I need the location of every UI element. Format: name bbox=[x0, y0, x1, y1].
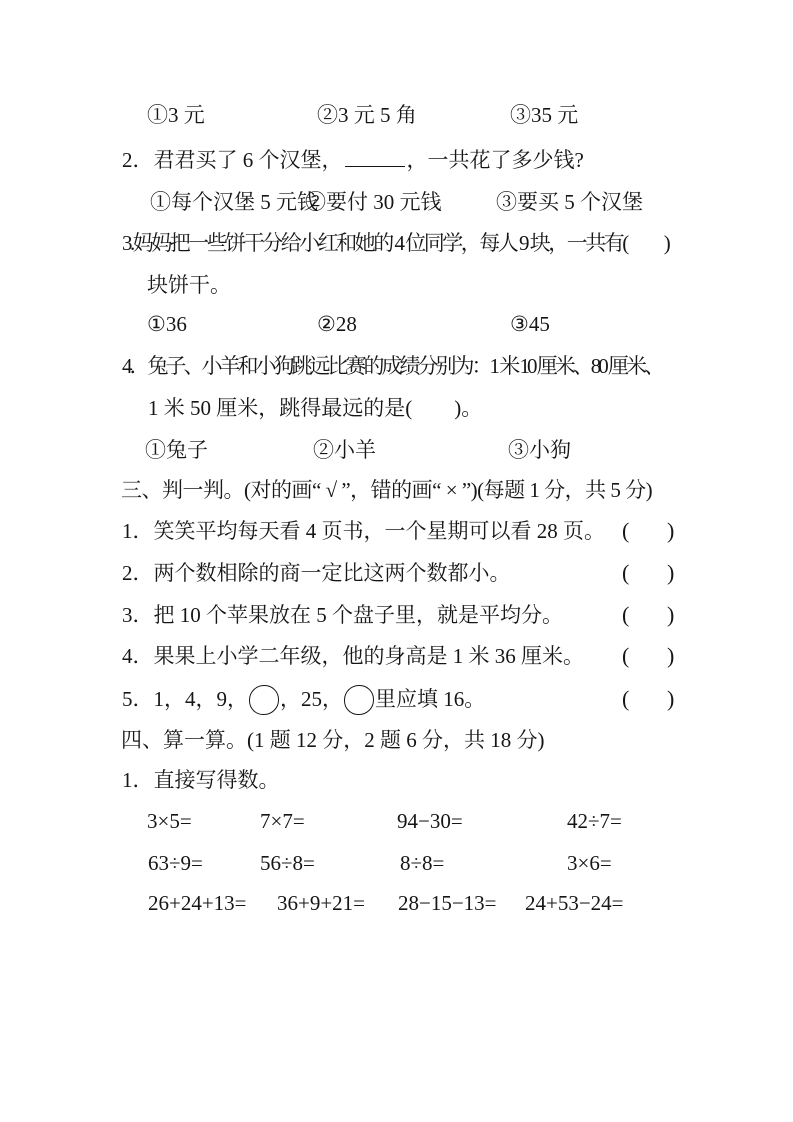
question-2-before-blank: 2．君君买了 6 个汉堡， bbox=[122, 148, 343, 172]
fill-in-blank bbox=[345, 148, 405, 167]
judge-item-5 bbox=[122, 684, 485, 715]
judge-item-4: 4．果果上小学二年级，他的身高是 1 米 36 厘米。 bbox=[122, 644, 584, 668]
q3-option-2: ②28 bbox=[317, 312, 357, 336]
q2-option-2: ②要付 30 元钱 bbox=[305, 190, 442, 214]
q2-option-3: ③要买 5 个汉堡 bbox=[496, 190, 643, 214]
question-2-after-blank: ，一共花了多少钱? bbox=[406, 148, 584, 172]
judge-1-paren-close: ) bbox=[667, 518, 675, 543]
calc-expression: 3×6= bbox=[567, 851, 612, 875]
calc-expression: 7×7= bbox=[260, 809, 305, 833]
question-3-line2: 块饼干。 bbox=[147, 273, 231, 297]
q4-option-2: ②小羊 bbox=[313, 438, 376, 462]
section-3-header: 三、判一判。(对的画“ √ ”，错的画“ × ”)(每题 1 分，共 5 分) bbox=[121, 478, 653, 502]
judge-4-paren-close: ) bbox=[667, 643, 675, 668]
calc-expression: 56÷8= bbox=[260, 851, 315, 875]
calc-expression: 63÷9= bbox=[148, 851, 203, 875]
judge-2-paren-open: ( bbox=[622, 560, 630, 585]
judge-2-paren-close: ) bbox=[667, 560, 675, 585]
judge-4-paren-open: ( bbox=[622, 643, 630, 668]
q3-option-3: ③45 bbox=[510, 312, 550, 336]
judge-5-part1: 5．1，4，9， bbox=[122, 687, 248, 711]
sequence-circle-1 bbox=[249, 685, 279, 715]
judge-item-3: 3．把 10 个苹果放在 5 个盘子里，就是平均分。 bbox=[122, 603, 563, 627]
calc-sub-header: 1．直接写得数。 bbox=[122, 768, 280, 792]
judge-item-2: 2．两个数相除的商一定比这两个数都小。 bbox=[122, 561, 511, 585]
calc-expression: 28−15−13= bbox=[398, 891, 497, 915]
judge-1-paren-open: ( bbox=[622, 518, 630, 543]
judge-item-1: 1．笑笑平均每天看 4 页书，一个星期可以看 28 页。 bbox=[122, 519, 605, 543]
calc-expression: 36+9+21= bbox=[277, 891, 366, 915]
judge-5-paren-close: ) bbox=[667, 686, 675, 711]
calc-expression: 3×5= bbox=[147, 809, 192, 833]
sequence-circle-2 bbox=[344, 685, 374, 715]
calc-expression: 94−30= bbox=[397, 809, 463, 833]
question-4-line1: 4．兔子、小羊和小狗跳远比赛的成绩分别为：1 米 10 厘米、80 厘米、 bbox=[122, 354, 662, 378]
calc-expression: 24+53−24= bbox=[525, 891, 624, 915]
q1-option-2: ②3 元 5 角 bbox=[317, 103, 417, 127]
calc-expression: 26+24+13= bbox=[148, 891, 247, 915]
section-4-header: 四、算一算。(1 题 12 分，2 题 6 分，共 18 分) bbox=[121, 728, 545, 752]
judge-5-paren-open: ( bbox=[622, 686, 630, 711]
q3-option-1: ①36 bbox=[147, 312, 187, 336]
question-2-text bbox=[122, 145, 584, 175]
judge-3-paren-close: ) bbox=[667, 602, 675, 627]
question-3-line1: 3.妈妈把一些饼干分给小红和她的 4 位同学，每人 9 块，一共有( ) bbox=[122, 231, 669, 255]
q2-option-1: ①每个汉堡 5 元钱 bbox=[150, 190, 318, 214]
judge-5-part2: ，25， bbox=[280, 687, 343, 711]
judge-3-paren-open: ( bbox=[622, 602, 630, 627]
q4-option-3: ③小狗 bbox=[508, 438, 571, 462]
q4-option-1: ①兔子 bbox=[145, 438, 208, 462]
q1-option-3: ③35 元 bbox=[510, 103, 579, 127]
calc-expression: 8÷8= bbox=[400, 851, 445, 875]
judge-5-part3: 里应填 16。 bbox=[375, 687, 486, 711]
q1-option-1: ①3 元 bbox=[147, 103, 205, 127]
calc-expression: 42÷7= bbox=[567, 809, 622, 833]
question-4-line2: 1 米 50 厘米，跳得最远的是( )。 bbox=[148, 396, 483, 420]
